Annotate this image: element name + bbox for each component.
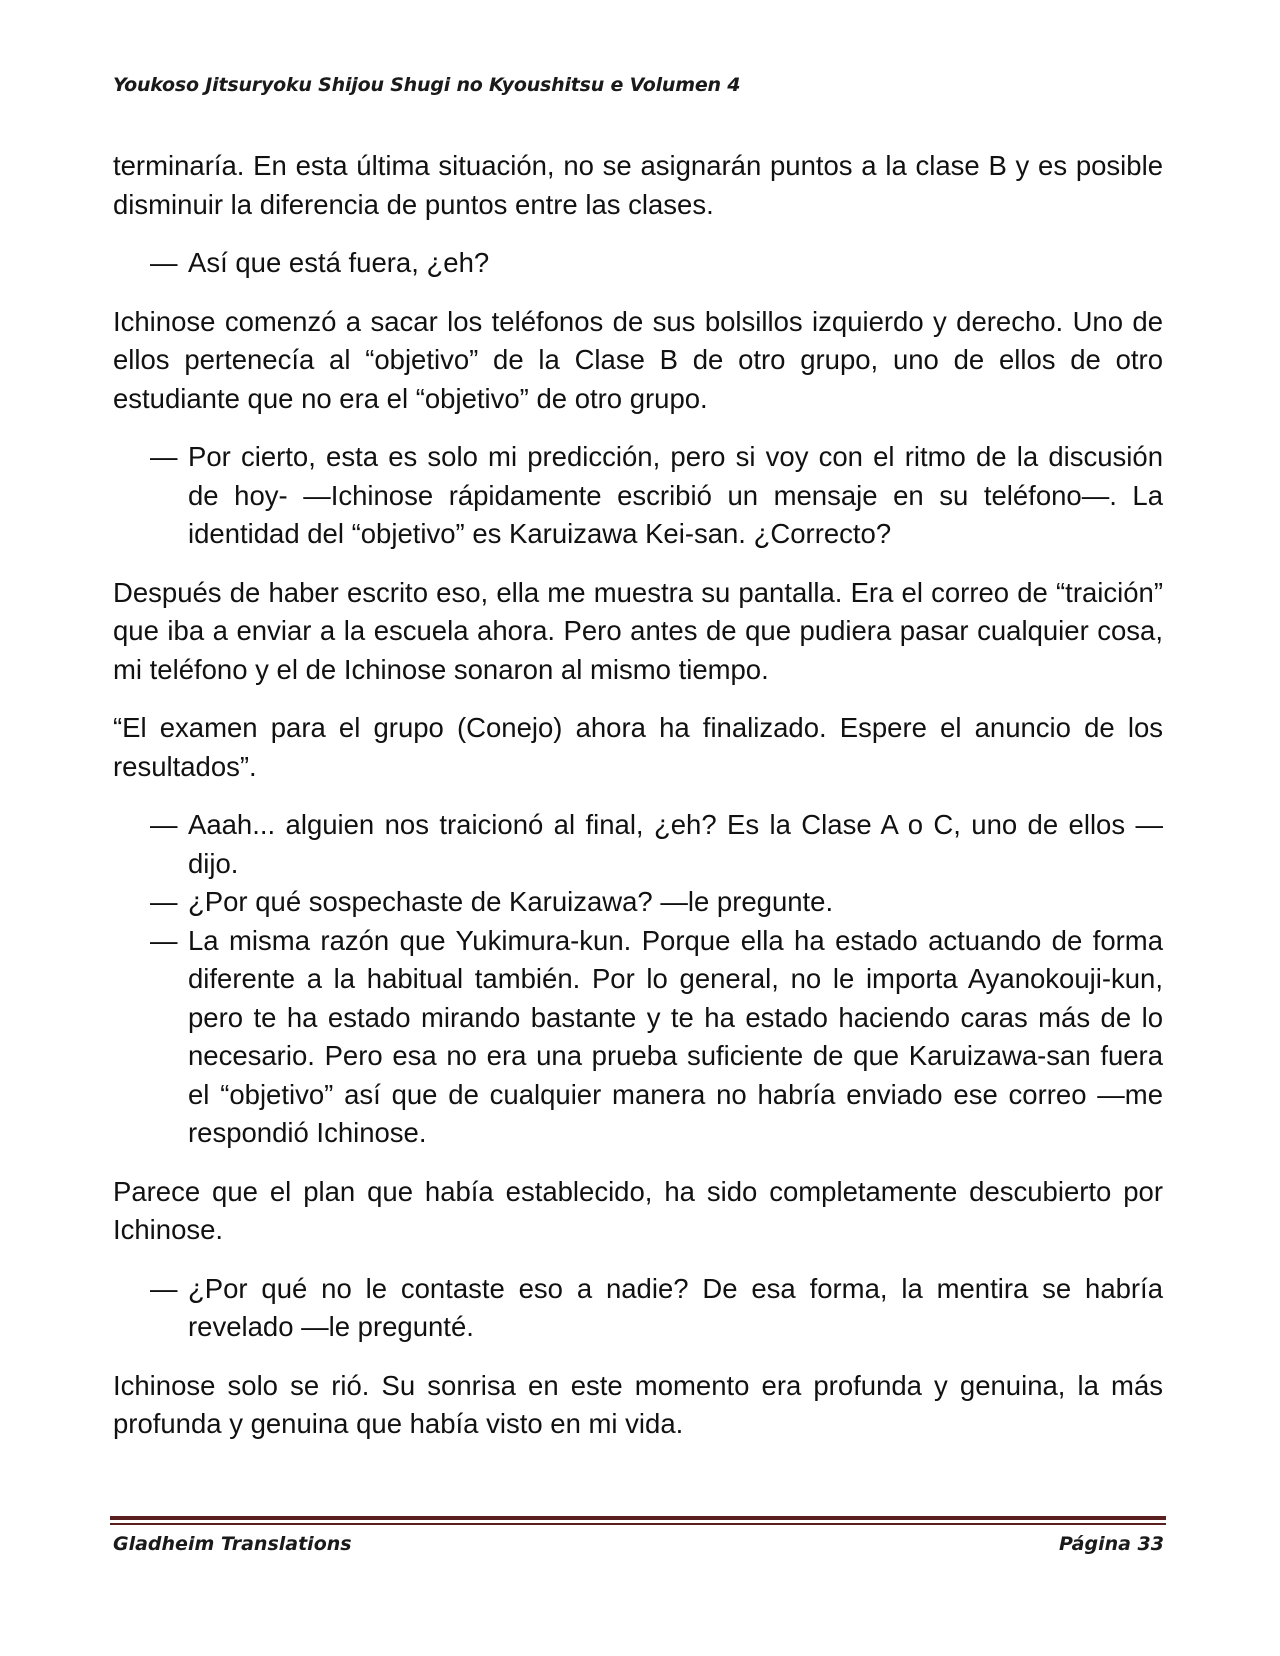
paragraph-2: Ichinose comenzó a sacar los teléfonos de sus bolsillos izquierdo y derecho. Uno de ellos pertenecía al “objetivo” de la Clase B de otro grupo, uno de ellos de otro estudiante que no era el “objetivo” de otro grupo. (113, 305, 1163, 414)
paragraph-1: terminaría. En esta última situación, no se asignarán puntos a la clase B y es posible disminuir la diferencia de puntos entre las clases. (113, 150, 1163, 220)
dialog-group-1 (113, 244, 1163, 283)
paragraph-5: Parece que el plan que había establecido, ha sido completamente descubierto por Ichinose. (113, 1175, 1163, 1245)
dialog-dash: — (150, 1272, 178, 1304)
dialog-line-1 (150, 244, 1163, 283)
dialog-text-6: ¿Por qué no le contaste eso a nadie? De esa forma, la mentira se habría revelado —le pregunté. (188, 1272, 1163, 1342)
dialog-text-3: Aaah... alguien nos traicionó al final, ¿eh? Es la Clase A o C, uno de ellos —dijo. (188, 809, 1163, 879)
footer-page-number: Página 33 (1058, 1533, 1164, 1555)
dialog-dash: — (150, 886, 178, 917)
dialog-dash: — (150, 441, 178, 472)
dialog-group-3 (113, 806, 1163, 1153)
dialog-line-4 (150, 883, 1163, 922)
dialog-dash: — (150, 809, 178, 840)
footer-divider-thin (110, 1523, 1166, 1525)
footer-divider-thick (110, 1516, 1166, 1520)
dialog-group-2 (113, 438, 1163, 554)
dialog-text-1: Así que está fuera, ¿eh? (188, 247, 490, 278)
paragraph-6: Ichinose solo se rió. Su sonrisa en este momento era profunda y genuina, la más profunda y genuina que había visto en mi vida. (113, 1369, 1163, 1439)
dialog-line-2 (150, 438, 1163, 554)
dialog-group-4 (113, 1270, 1163, 1347)
dialog-line-5 (150, 922, 1163, 1153)
paragraph-3: Después de haber escrito eso, ella me muestra su pantalla. Era el correo de “traición” que iba a enviar a la escuela ahora. Pero antes de que pudiera pasar cualquier cosa, mi teléfono y el de Ichinose sonaron al mismo tiempo. (113, 576, 1163, 685)
dialog-text-5: La misma razón que Yukimura-kun. Porque ella ha estado actuando de forma diferente a la habitual también. Por lo general, no le importa Ayanokouji-kun, pero te ha estado mirando bastante y te ha estado haciendo caras más de lo necesario. Pero esa no era una prueba suficiente de que Karuizawa-san fuera el “objetivo” así que de cualquier manera no habría enviado ese correo —me respondió Ichinose. (188, 924, 1163, 1148)
dialog-line-6 (150, 1270, 1163, 1347)
page-header-title: Youkoso Jitsuryoku Shijou Shugi no Kyoushitsu e Volumen 4 (113, 74, 741, 96)
dialog-text-2: Por cierto, esta es solo mi predicción, pero si voy con el ritmo de la discusión de hoy- —Ichinose rápidamente escribió un mensaje en su teléfono—. La identidad del “objetivo” es Karuizawa Kei-san. ¿Correcto? (188, 441, 1163, 549)
footer-publisher: Gladheim Translations (113, 1533, 352, 1555)
dialog-dash: — (150, 247, 178, 278)
dialog-dash: — (150, 924, 178, 956)
page-body (113, 147, 1163, 1464)
dialog-text-4: ¿Por qué sospechaste de Karuizawa? —le pregunte. (188, 886, 834, 917)
dialog-line-3 (150, 806, 1163, 883)
paragraph-4: “El examen para el grupo (Conejo) ahora ha finalizado. Espere el anuncio de los resultados”. (113, 712, 1163, 782)
